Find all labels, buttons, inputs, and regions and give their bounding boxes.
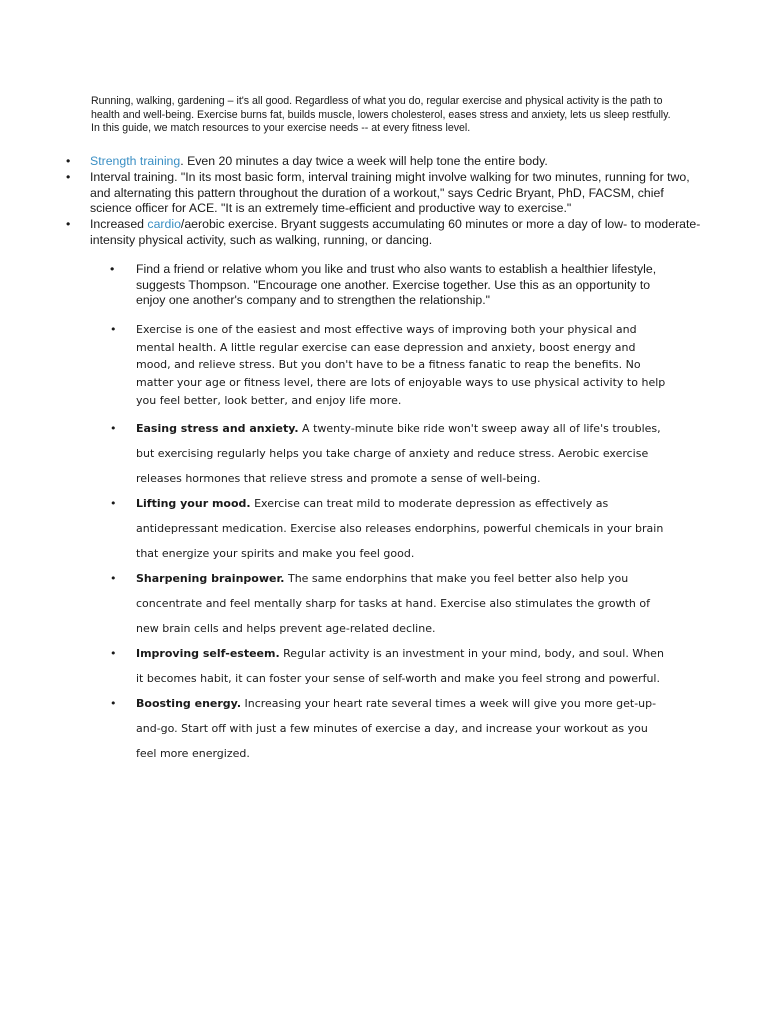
benefit-text: A twenty-minute bike ride won't sweep away all of life's troubles, but exercising regularly helps you take charge of anxiety and reduce stress. Aerobic exercise releases hormones that relieve stress and promote a sense of well-being.	[136, 422, 661, 485]
exercise-summary-text: Exercise is one of the easiest and most effective ways of improving both your physical and mental health. A little regular exercise can ease depression and anxiety, boost energy and mood, and relieve stress. But you don't have to be a fitness fanatic to reap the benefits. No matter your age or fitness level, there are lots of enjoyable ways to use physical activity to help you feel better, look better, and enjoy life more.	[136, 323, 666, 407]
bullet-icon: •	[110, 323, 117, 336]
strength-training-link[interactable]: Strength training	[90, 154, 181, 168]
exercise-types-list	[66, 154, 706, 249]
list-item-benefit	[110, 642, 670, 692]
bullet-icon: •	[110, 262, 115, 276]
strength-training-text: . Even 20 minutes a day twice a week will help tone the entire body.	[180, 154, 548, 168]
benefit-title: Lifting your mood.	[136, 496, 251, 510]
bullet-icon: •	[66, 217, 71, 232]
bullet-icon: •	[110, 571, 117, 585]
bullet-icon: •	[110, 496, 117, 510]
bullet-icon: •	[110, 646, 117, 660]
list-item-benefit	[110, 692, 670, 767]
benefit-text: The same endorphins that make you feel better also help you concentrate and feel mentally sharp for tasks at hand. Exercise also stimulates the growth of new brain cells and helps prevent age-related decline.	[136, 571, 650, 635]
bullet-icon: •	[110, 696, 117, 710]
list-item-benefit	[110, 417, 670, 492]
benefit-title: Boosting energy.	[136, 696, 241, 710]
cardio-prefix: Increased	[90, 217, 148, 232]
exercise-summary-list	[110, 321, 670, 410]
list-item-strength-training	[66, 154, 706, 170]
cardio-link[interactable]: cardio	[147, 217, 181, 232]
list-item-exercise-summary	[110, 321, 670, 410]
friend-tip-list	[110, 262, 670, 309]
list-item-cardio	[66, 217, 706, 249]
intro-paragraph: Running, walking, gardening – it's all good. Regardless of what you do, regular exercise and physical activity is the path to health and well-being. Exercise burns fat, builds muscle, lowers cholesterol, eases stress and anxiety, lets us sleep restfully. In this guide, we match resources to your exercise needs -- at every fitness level.	[91, 95, 671, 134]
cardio-text: /aerobic exercise. Bryant suggests accumulating 60 minutes or more a day of low- to moderate-intensity physical activity, such as walking, running, or dancing.	[90, 217, 701, 247]
benefit-title: Easing stress and anxiety.	[136, 422, 299, 435]
bullet-icon: •	[110, 422, 117, 435]
list-item-benefit	[110, 492, 670, 567]
interval-training-text: Interval training. "In its most basic form, interval training might involve walking for two minutes, running for two, and alternating this pattern throughout the duration of a workout," says Cedric Bryant, PhD, FACSM, chief science officer for ACE. "It is an extremely time-efficient and productive way to exercise."	[90, 169, 690, 216]
list-item-friend	[110, 262, 670, 309]
benefit-text: Exercise can treat mild to moderate depression as effectively as antidepressant medication. Exercise also releases endorphins, powerful chemicals in your brain that energize your spirits and make you feel good.	[136, 496, 664, 560]
list-item-interval-training	[66, 170, 706, 217]
benefits-list	[110, 417, 670, 766]
friend-tip-text: Find a friend or relative whom you like and trust who also wants to establish a healthier lifestyle, suggests Thompson. "Encourage one another. Exercise together. Use this as an opportunity to enjoy one another's company and to strengthen the relationship."	[136, 262, 657, 307]
benefit-text: Increasing your heart rate several times a week will give you more get-up-and-go. Start off with just a few minutes of exercise a day, and increase your workout as you feel more energized.	[136, 696, 657, 760]
bullet-icon: •	[66, 154, 71, 168]
benefit-title: Sharpening brainpower.	[136, 571, 285, 585]
benefit-title: Improving self-esteem.	[136, 646, 280, 660]
list-item-benefit	[110, 567, 670, 642]
benefit-text: Regular activity is an investment in your mind, body, and soul. When it becomes habit, it can foster your sense of self-worth and make you feel strong and powerful.	[136, 646, 664, 685]
bullet-icon: •	[66, 169, 71, 184]
